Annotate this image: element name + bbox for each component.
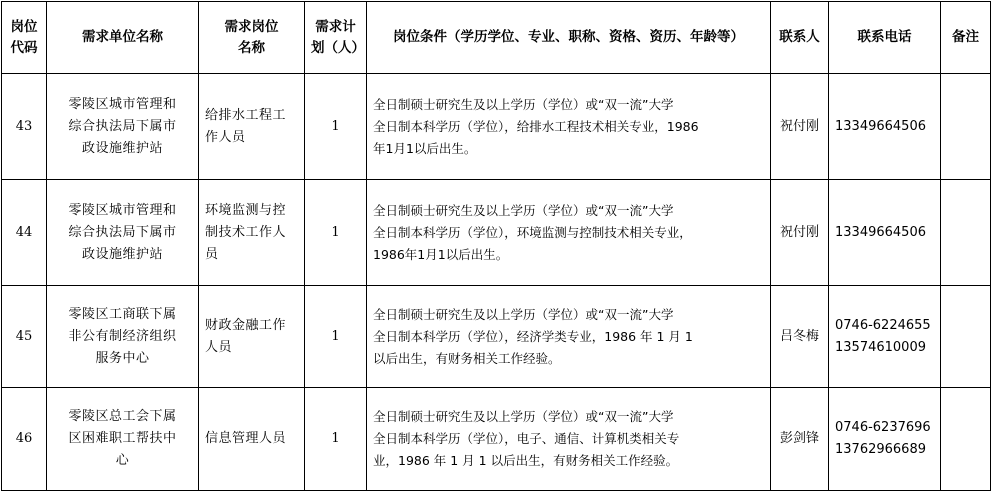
contact-phone: 13349664506 (829, 74, 941, 180)
remark (941, 388, 991, 491)
unit-name: 零陵区城市管理和 综合执法局下属市 政设施维护站 (47, 180, 199, 286)
post-conditions: 全日制硕士研究生及以上学历（学位）或“双一流”大学 全日制本科学历（学位），环境监测与控制技术相关专业， 1986年1月1以后出生。 (367, 180, 771, 286)
header-plan: 需求计 划（人） (305, 2, 367, 74)
contact-person: 吕冬梅 (771, 286, 829, 388)
table-row (2, 388, 991, 491)
post-code: 44 (2, 180, 47, 286)
position-name: 给排水工程工 作人员 (199, 74, 305, 180)
post-conditions: 全日制硕士研究生及以上学历（学位）或“双一流”大学 全日制本科学历（学位），给排水工程技术相关专业，1986 年1月1以后出生。 (367, 74, 771, 180)
contact-phone: 13349664506 (829, 180, 941, 286)
table-row (2, 180, 991, 286)
post-code: 43 (2, 74, 47, 180)
contact-phone: 0746-6224655 13574610009 (829, 286, 941, 388)
unit-name: 零陵区城市管理和 综合执法局下属市 政设施维护站 (47, 74, 199, 180)
remark (941, 180, 991, 286)
contact-phone: 0746-6237696 13762966689 (829, 388, 941, 491)
header-conditions: 岗位条件（学历学位、专业、职称、资格、资历、年龄等） (367, 2, 771, 74)
recruitment-table (1, 1, 991, 491)
plan-count: 1 (305, 180, 367, 286)
post-code: 45 (2, 286, 47, 388)
header-code: 岗位 代码 (2, 2, 47, 74)
remark (941, 286, 991, 388)
plan-count: 1 (305, 286, 367, 388)
unit-name: 零陵区总工会下属 区困难职工帮扶中 心 (47, 388, 199, 491)
unit-name: 零陵区工商联下属 非公有制经济组织 服务中心 (47, 286, 199, 388)
table-row (2, 286, 991, 388)
header-phone: 联系电话 (829, 2, 941, 74)
position-name: 财政金融工作 人员 (199, 286, 305, 388)
header-position: 需求岗位 名称 (199, 2, 305, 74)
remark (941, 74, 991, 180)
header-unit: 需求单位名称 (47, 2, 199, 74)
post-conditions: 全日制硕士研究生及以上学历（学位）或“双一流”大学 全日制本科学历（学位），电子、通信、计算机类相关专 业，1986 年 1 月 1 以后出生，有财务相关工作经验。 (367, 388, 771, 491)
plan-count: 1 (305, 74, 367, 180)
table-row (2, 74, 991, 180)
contact-person: 祝付刚 (771, 180, 829, 286)
position-name: 环境监测与控 制技术工作人 员 (199, 180, 305, 286)
table-header-row (2, 2, 991, 74)
contact-person: 彭剑锋 (771, 388, 829, 491)
header-contact: 联系人 (771, 2, 829, 74)
plan-count: 1 (305, 388, 367, 491)
post-code: 46 (2, 388, 47, 491)
post-conditions: 全日制硕士研究生及以上学历（学位）或“双一流”大学 全日制本科学历（学位），经济学类专业，1986 年 1 月 1 以后出生，有财务相关工作经验。 (367, 286, 771, 388)
position-name: 信息管理人员 (199, 388, 305, 491)
contact-person: 祝付刚 (771, 74, 829, 180)
header-remark: 备注 (941, 2, 991, 74)
